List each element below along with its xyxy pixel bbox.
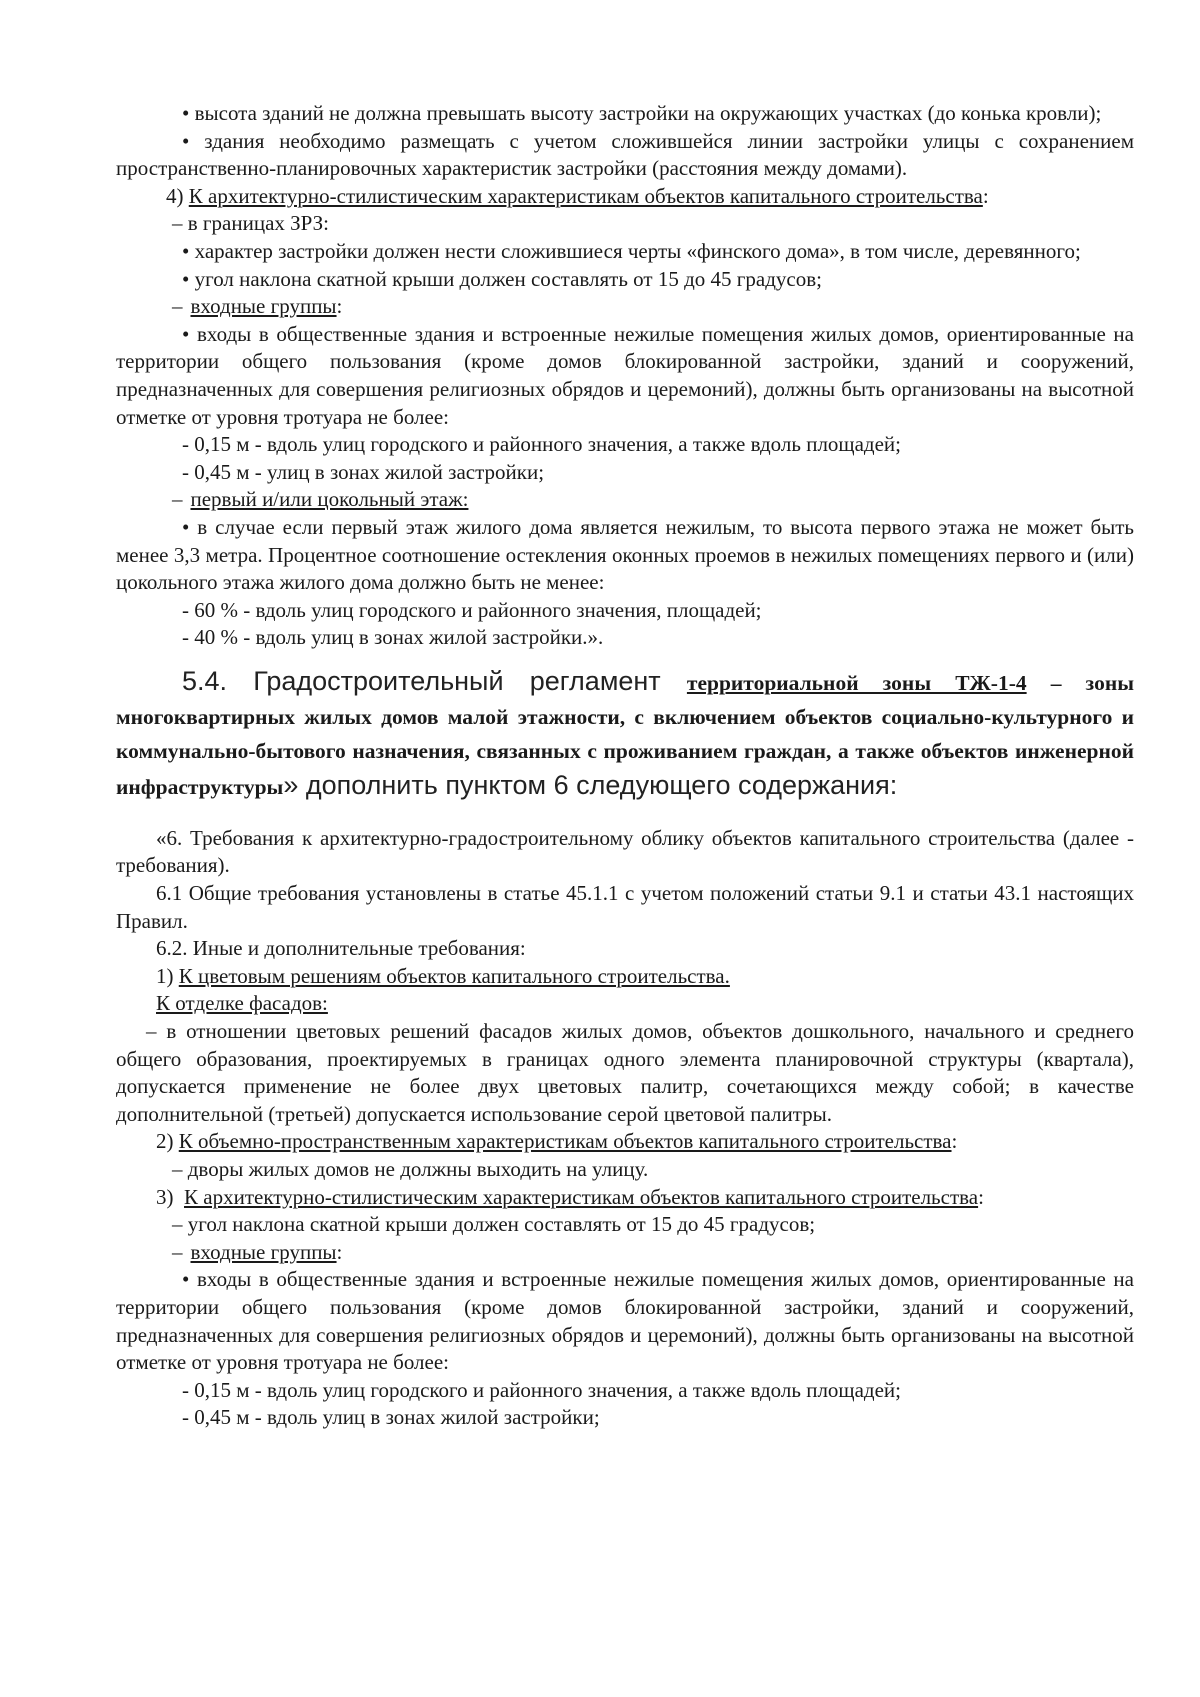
bullet-entrances: • входы в общественные здания и встроенные нежилые помещения жилых домов, ориентированные на территории общего пользования (кроме домов блокированной застройки, зданий и сооружений, предназначенных для совершения религиозных обрядов и церемоний), должны быть организованы на высотной отметке от уровня тротуара не более:: [116, 321, 1134, 429]
entry-045: - 0,45 м - улиц в зонах жилой застройки;: [182, 459, 545, 484]
section-lead: 5.4. Градостроительный регламент: [182, 665, 687, 696]
item-title: К объемно-пространственным характеристикам объектов капитального строительства: [178, 1129, 952, 1154]
dash-marker: –: [172, 294, 183, 319]
bullet-first-floor: • в случае если первый этаж жилого дома является нежилым, то высота первого этажа не может быть менее 3,3 метра. Процентное соотношение остекления оконных проемов в нежилых помещениях первого и (или) цокольного этажа жилого дома должно быть не менее:: [116, 514, 1134, 595]
entry-015: - 0,15 м - вдоль улиц городского и районного значения, а также вдоль площадей;: [182, 432, 902, 457]
item-colon: :: [951, 1129, 958, 1154]
section-5-4: [116, 664, 1134, 804]
facade-colors: – в отношении цветовых решений фасадов жилых домов, объектов дошкольного, начального и среднего общего образования, проектируемых в границах одного элемента планировочной структуры (квартала), допускается применение не более двух цветовых палитр, сочетающихся между собой; в качестве дополнительной (третьей) допускается использование серой цветовой палитры.: [116, 1019, 1134, 1126]
bullet-roof: • угол наклона скатной крыши должен составлять от 15 до 45 градусов;: [182, 266, 822, 291]
item-title: К архитектурно-стилистическим характеристикам объектов капитального строительства: [188, 183, 983, 208]
glazing-40: - 40 % - вдоль улиц в зонах жилой застройки.».: [182, 625, 604, 650]
item-title: К архитектурно-стилистическим характеристикам объектов капитального строительства: [184, 1184, 979, 1209]
item-2-heading: [116, 1128, 1134, 1156]
item-number: 3): [156, 1184, 174, 1209]
entry-015-2: - 0,15 м - вдоль улиц городского и районного значения, а также вдоль площадей;: [182, 1377, 902, 1402]
dash-first-floor: [116, 486, 1134, 514]
subheading: К отделке фасадов:: [156, 991, 328, 1016]
bullet-placement: • здания необходимо размещать с учетом сложившейся линии застройки улицы с сохранением пространственно-планировочных характеристик застройки (расстояния между домами).: [116, 128, 1134, 181]
document-page: [116, 100, 1134, 1432]
item-number: 4): [166, 183, 184, 208]
item-colon: :: [978, 1184, 984, 1209]
subheading-colon: :: [336, 294, 343, 319]
item-4-heading: [116, 183, 1134, 211]
subheading-colon: :: [336, 1239, 343, 1264]
section-tail: » дополнить пунктом 6 следующего содержания:: [283, 769, 898, 800]
dash-entrances: [116, 293, 1134, 321]
requirement-6-2: 6.2. Иные и дополнительные требования:: [156, 936, 526, 961]
facade-heading: [116, 990, 1134, 1018]
dash-marker: –: [172, 487, 183, 512]
dash-roof: – угол наклона скатной крыши должен составлять от 15 до 45 градусов;: [172, 1212, 816, 1237]
subheading: первый и/или цокольный этаж:: [190, 487, 469, 512]
requirements-intro: «6. Требования к архитектурно-градостроительному облику объектов капитального строительства (далее - требования).: [116, 825, 1134, 878]
dash-entrances-2: [116, 1239, 1134, 1267]
item-title: К цветовым решениям объектов капитального строительства.: [178, 963, 730, 988]
dash-courtyards: – дворы жилых домов не должны выходить на улицу.: [172, 1157, 649, 1181]
subheading: входные группы: [190, 294, 337, 319]
item-colon: :: [982, 183, 989, 208]
requirement-6-1: 6.1 Общие требования установлены в статье 45.1.1 с учетом положений статьи 9.1 и статьи 43.1 настоящих Правил.: [116, 881, 1134, 933]
bullet-entrances-2: • входы в общественные здания и встроенные нежилые помещения жилых домов, ориентированные на территории общего пользования (кроме домов блокированной застройки, зданий и сооружений, предназначенных для совершения религиозных обрядов и церемоний), должны быть организованы на высотной отметке от уровня тротуара не более:: [116, 1267, 1134, 1375]
dash-zrz: – в границах ЗРЗ:: [172, 211, 329, 236]
zone-name: территориальной зоны ТЖ-1-4: [686, 670, 1027, 695]
subheading: входные группы: [190, 1239, 337, 1264]
item-1-heading: [116, 963, 1134, 991]
zone-description: – зоны многоквартирных жилых домов малой этажности, с включением объектов социально-культурного и коммунально-бытового назначения, связанных с проживанием граждан, а также объектов инженерной инфраструктуры: [116, 670, 1134, 799]
item-number: 2): [156, 1129, 174, 1154]
bullet-character: • характер застройки должен нести сложившиеся черты «финского дома», в том числе, деревянного;: [182, 238, 1081, 263]
item-number: 1): [156, 963, 174, 988]
bullet-height: • высота зданий не должна превышать высоту застройки на окружающих участках (до конька кровли);: [182, 101, 1102, 125]
glazing-60: - 60 % - вдоль улиц городского и районного значения, площадей;: [182, 597, 762, 622]
item-3-heading: [116, 1184, 1134, 1212]
entry-045-2: - 0,45 м - вдоль улиц в зонах жилой застройки;: [182, 1405, 600, 1430]
dash-marker: –: [172, 1239, 183, 1264]
